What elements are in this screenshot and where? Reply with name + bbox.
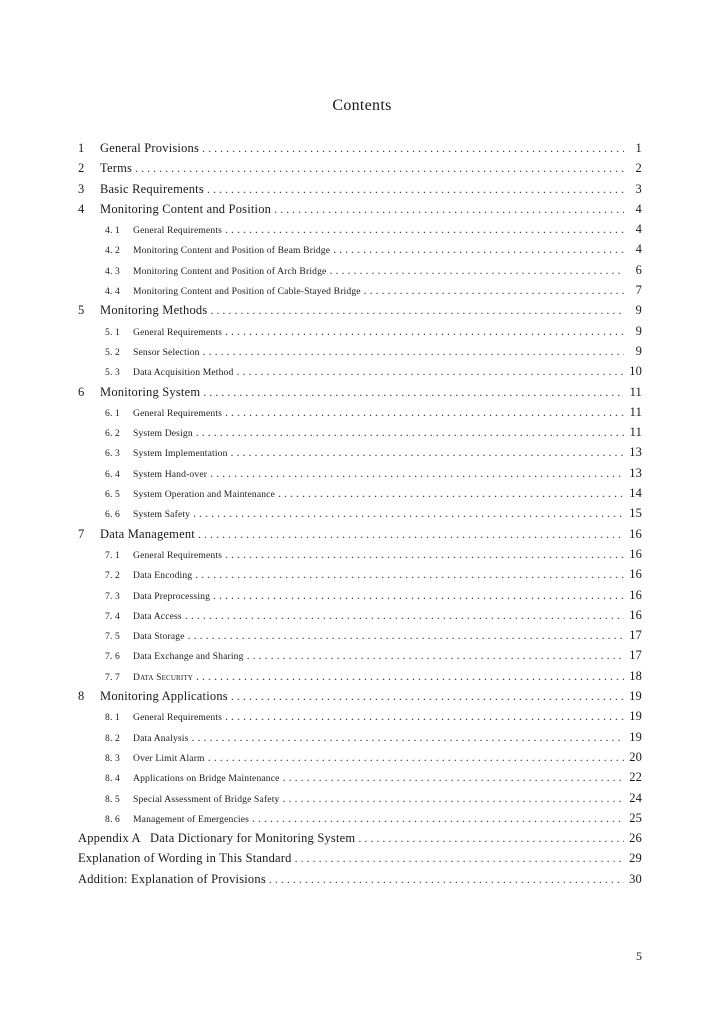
toc-entry-page: 3 [635,181,642,196]
toc-entry-label: System Operation and Maintenance [133,489,276,501]
toc-entry-label: Monitoring Content and Position [100,201,272,216]
toc-entry-number: 8. 6 [105,813,120,825]
toc-entry-page: 17 [629,648,642,663]
toc-entry-label: Data Acquisition Method [133,367,234,379]
page-number: 5 [636,949,642,963]
toc-entry-page: 9 [635,323,642,338]
toc-entry[interactable] [78,161,642,181]
toc-entry[interactable] [78,689,642,709]
toc-entry-page: 13 [629,465,642,480]
toc-entry[interactable] [78,263,642,283]
toc-entry-page: 22 [629,770,642,785]
toc-entry[interactable] [78,182,642,202]
toc-entry-page: 20 [629,749,642,764]
toc-entry-label: General Requirements [133,225,223,237]
toc-entry-label: Terms [100,161,133,176]
toc-entry[interactable] [78,791,642,811]
toc-entry[interactable] [78,344,642,364]
toc-entry[interactable] [78,709,642,729]
dot-leader [188,628,624,643]
toc-entry[interactable] [78,872,642,892]
toc-entry[interactable] [78,364,642,384]
toc-entry-label: Data Analysis [133,732,189,744]
toc-entry-label: Monitoring System [100,384,201,399]
toc-entry-number: 4 [78,201,85,216]
dot-leader [225,547,624,562]
table-of-contents [78,141,642,892]
toc-entry-number: 7. 7 [105,671,120,683]
dot-leader [135,161,624,176]
dot-leader [196,669,624,684]
toc-entry[interactable] [78,283,642,303]
toc-entry-number: 6. 5 [105,489,120,501]
toc-entry-number: 8 [78,689,85,704]
toc-entry-page: 2 [635,161,642,176]
dot-leader [295,851,624,866]
toc-entry-label: Monitoring Methods [100,303,208,318]
toc-entry-number: 4. 1 [105,225,120,237]
toc-entry[interactable] [78,202,642,222]
toc-entry[interactable] [78,385,642,405]
dot-leader [358,831,624,846]
toc-entry-number: 8. 3 [105,752,120,764]
dot-leader [231,689,624,704]
toc-entry-label: Data Preprocessing [133,590,211,602]
toc-entry-label: Basic Requirements [100,181,204,196]
dot-leader [236,364,624,379]
toc-entry-page: 4 [635,222,642,237]
toc-entry-number: 5. 3 [105,367,120,379]
toc-entry-label: Data Security [133,671,193,683]
dot-leader [213,588,624,603]
toc-entry-page: 19 [629,709,642,724]
toc-entry-number: 7. 6 [105,651,120,663]
dot-leader [269,872,624,887]
toc-entry-label: Applications on Bridge Maintenance [133,773,280,785]
dot-leader [247,648,624,663]
toc-entry[interactable] [78,669,642,689]
toc-entry-page: 16 [629,546,642,561]
toc-entry[interactable] [78,222,642,242]
toc-entry-number: 7. 1 [105,549,120,561]
toc-entry-page: 26 [629,831,642,846]
dot-leader [185,608,624,623]
toc-entry-page: 11 [629,425,642,440]
toc-entry-number: 8. 4 [105,773,120,785]
toc-entry[interactable] [78,770,642,790]
toc-entry-page: 19 [629,689,642,704]
toc-entry-page: 11 [629,384,642,399]
toc-entry-page: 30 [629,871,642,886]
toc-entry-number: 5 [78,303,85,318]
toc-entry-label: Explanation of Wording in This Standard [78,851,292,866]
toc-entry-page: 17 [629,628,642,643]
toc-entry-number: 8. 2 [105,732,120,744]
dot-leader [225,324,624,339]
toc-entry-page: 29 [629,851,642,866]
toc-entry-number: 1 [78,141,85,155]
toc-entry-number: 7. 4 [105,610,120,622]
dot-leader [202,141,624,156]
toc-entry-label: Data Management [100,526,195,541]
toc-entry-page: 16 [629,607,642,622]
toc-entry-page: 24 [629,790,642,805]
dot-leader [225,709,624,724]
page-title: Contents [332,97,392,114]
toc-entry-label: Management of Emergencies [133,813,249,825]
toc-entry[interactable] [78,648,642,668]
toc-entry-number: 7. 3 [105,590,120,602]
toc-entry-page: 16 [629,526,642,541]
toc-entry-page: 4 [635,201,642,216]
toc-entry-page: 16 [629,567,642,582]
toc-entry[interactable] [78,730,642,750]
toc-entry-number: 3 [78,181,85,196]
toc-entry-label: Data Storage [133,631,185,643]
toc-entry-number: 6. 1 [105,407,120,419]
dot-leader [282,791,624,806]
dot-leader [231,445,624,460]
dot-leader [274,202,624,217]
toc-entry[interactable] [78,506,642,526]
toc-entry-page: 15 [629,506,642,521]
toc-entry[interactable] [78,405,642,425]
toc-entry-label: General Provisions [100,141,200,155]
toc-entry-number: 7. 2 [105,570,120,582]
toc-entry-page: 10 [629,364,642,379]
dot-leader [283,770,624,785]
toc-entry[interactable] [78,567,642,587]
toc-entry[interactable] [78,588,642,608]
toc-entry-page: 6 [635,262,642,277]
dot-leader [210,303,624,318]
toc-entry-page: 7 [635,283,642,298]
dot-leader [210,466,624,481]
toc-entry[interactable] [78,831,642,851]
toc-entry-label: Monitoring Content and Position of Arch Bridge [133,265,327,277]
dot-leader [193,506,624,521]
dot-leader [333,242,624,257]
toc-entry-page: 9 [635,343,642,358]
toc-entry-number: 6 [78,384,85,399]
toc-entry-label: Sensor Selection [133,346,200,358]
toc-entry[interactable] [78,445,642,465]
toc-entry[interactable] [78,425,642,445]
dot-leader [203,385,624,400]
toc-entry[interactable] [78,811,642,831]
dot-leader [203,344,624,359]
toc-entry-label: Appendix A Data Dictionary for Monitoring System [78,831,356,846]
toc-entry-label: Monitoring Content and Position of Cable-Stayed Bridge [133,286,361,298]
dot-leader [196,425,624,440]
toc-entry[interactable] [78,628,642,648]
toc-entry[interactable] [78,242,642,262]
toc-entry-label: System Hand-over [133,468,208,480]
toc-entry-label: Monitoring Content and Position of Beam Bridge [133,245,331,257]
toc-entry[interactable] [78,141,642,161]
toc-entry-label: Addition: Explanation of Provisions [78,871,266,886]
toc-entry-number: 5. 1 [105,326,120,338]
toc-entry-label: Special Assessment of Bridge Safety [133,793,280,805]
toc-entry-label: General Requirements [133,326,223,338]
toc-entry-page: 14 [629,486,642,501]
toc-entry-label: Over Limit Alarm [133,752,205,764]
toc-entry-label: General Requirements [133,712,223,724]
toc-entry-number: 4. 2 [105,245,120,257]
dot-leader [208,750,624,765]
dot-leader [364,283,624,298]
dot-leader [252,811,624,826]
dot-leader [225,222,624,237]
dot-leader [278,486,624,501]
toc-entry-number: 5. 2 [105,346,120,358]
toc-entry[interactable] [78,486,642,506]
toc-entry-label: Data Exchange and Sharing [133,651,244,663]
toc-entry[interactable] [78,608,642,628]
toc-entry-page: 1 [635,141,642,155]
toc-entry-page: 11 [629,404,642,419]
toc-entry[interactable] [78,547,642,567]
toc-entry-page: 16 [629,587,642,602]
toc-entry-page: 25 [629,810,642,825]
toc-entry-label: System Safety [133,509,191,521]
toc-entry[interactable] [78,527,642,547]
toc-entry-number: 7. 5 [105,631,120,643]
toc-entry-label: General Requirements [133,549,223,561]
toc-entry-page: 19 [629,729,642,744]
toc-entry-number: 6. 3 [105,448,120,460]
toc-entry[interactable] [78,851,642,871]
toc-entry-number: 6. 4 [105,468,120,480]
toc-entry-label: System Design [133,428,193,440]
toc-entry[interactable] [78,303,642,323]
dot-leader [225,405,624,420]
dot-leader [198,527,624,542]
toc-entry-page: 9 [635,303,642,318]
dot-leader [192,730,624,745]
toc-entry-page: 13 [629,445,642,460]
toc-entry-number: 8. 5 [105,793,120,805]
toc-entry-number: 4. 4 [105,286,120,298]
toc-entry-label: General Requirements [133,407,223,419]
dot-leader [329,263,624,278]
dot-leader [207,182,624,197]
toc-entry-number: 6. 6 [105,509,120,521]
toc-entry-number: 2 [78,161,85,176]
toc-entry[interactable] [78,324,642,344]
toc-entry-number: 7 [78,526,85,541]
toc-entry-number: 4. 3 [105,265,120,277]
toc-entry-number: 8. 1 [105,712,120,724]
toc-entry-label: Monitoring Applications [100,689,228,704]
toc-entry[interactable] [78,750,642,770]
toc-entry-number: 6. 2 [105,428,120,440]
toc-entry-label: System Implementation [133,448,228,460]
toc-entry[interactable] [78,466,642,486]
toc-entry-page: 4 [635,242,642,257]
toc-entry-page: 18 [629,668,642,683]
toc-entry-label: Data Encoding [133,570,193,582]
toc-entry-label: Data Access [133,610,182,622]
dot-leader [195,567,624,582]
